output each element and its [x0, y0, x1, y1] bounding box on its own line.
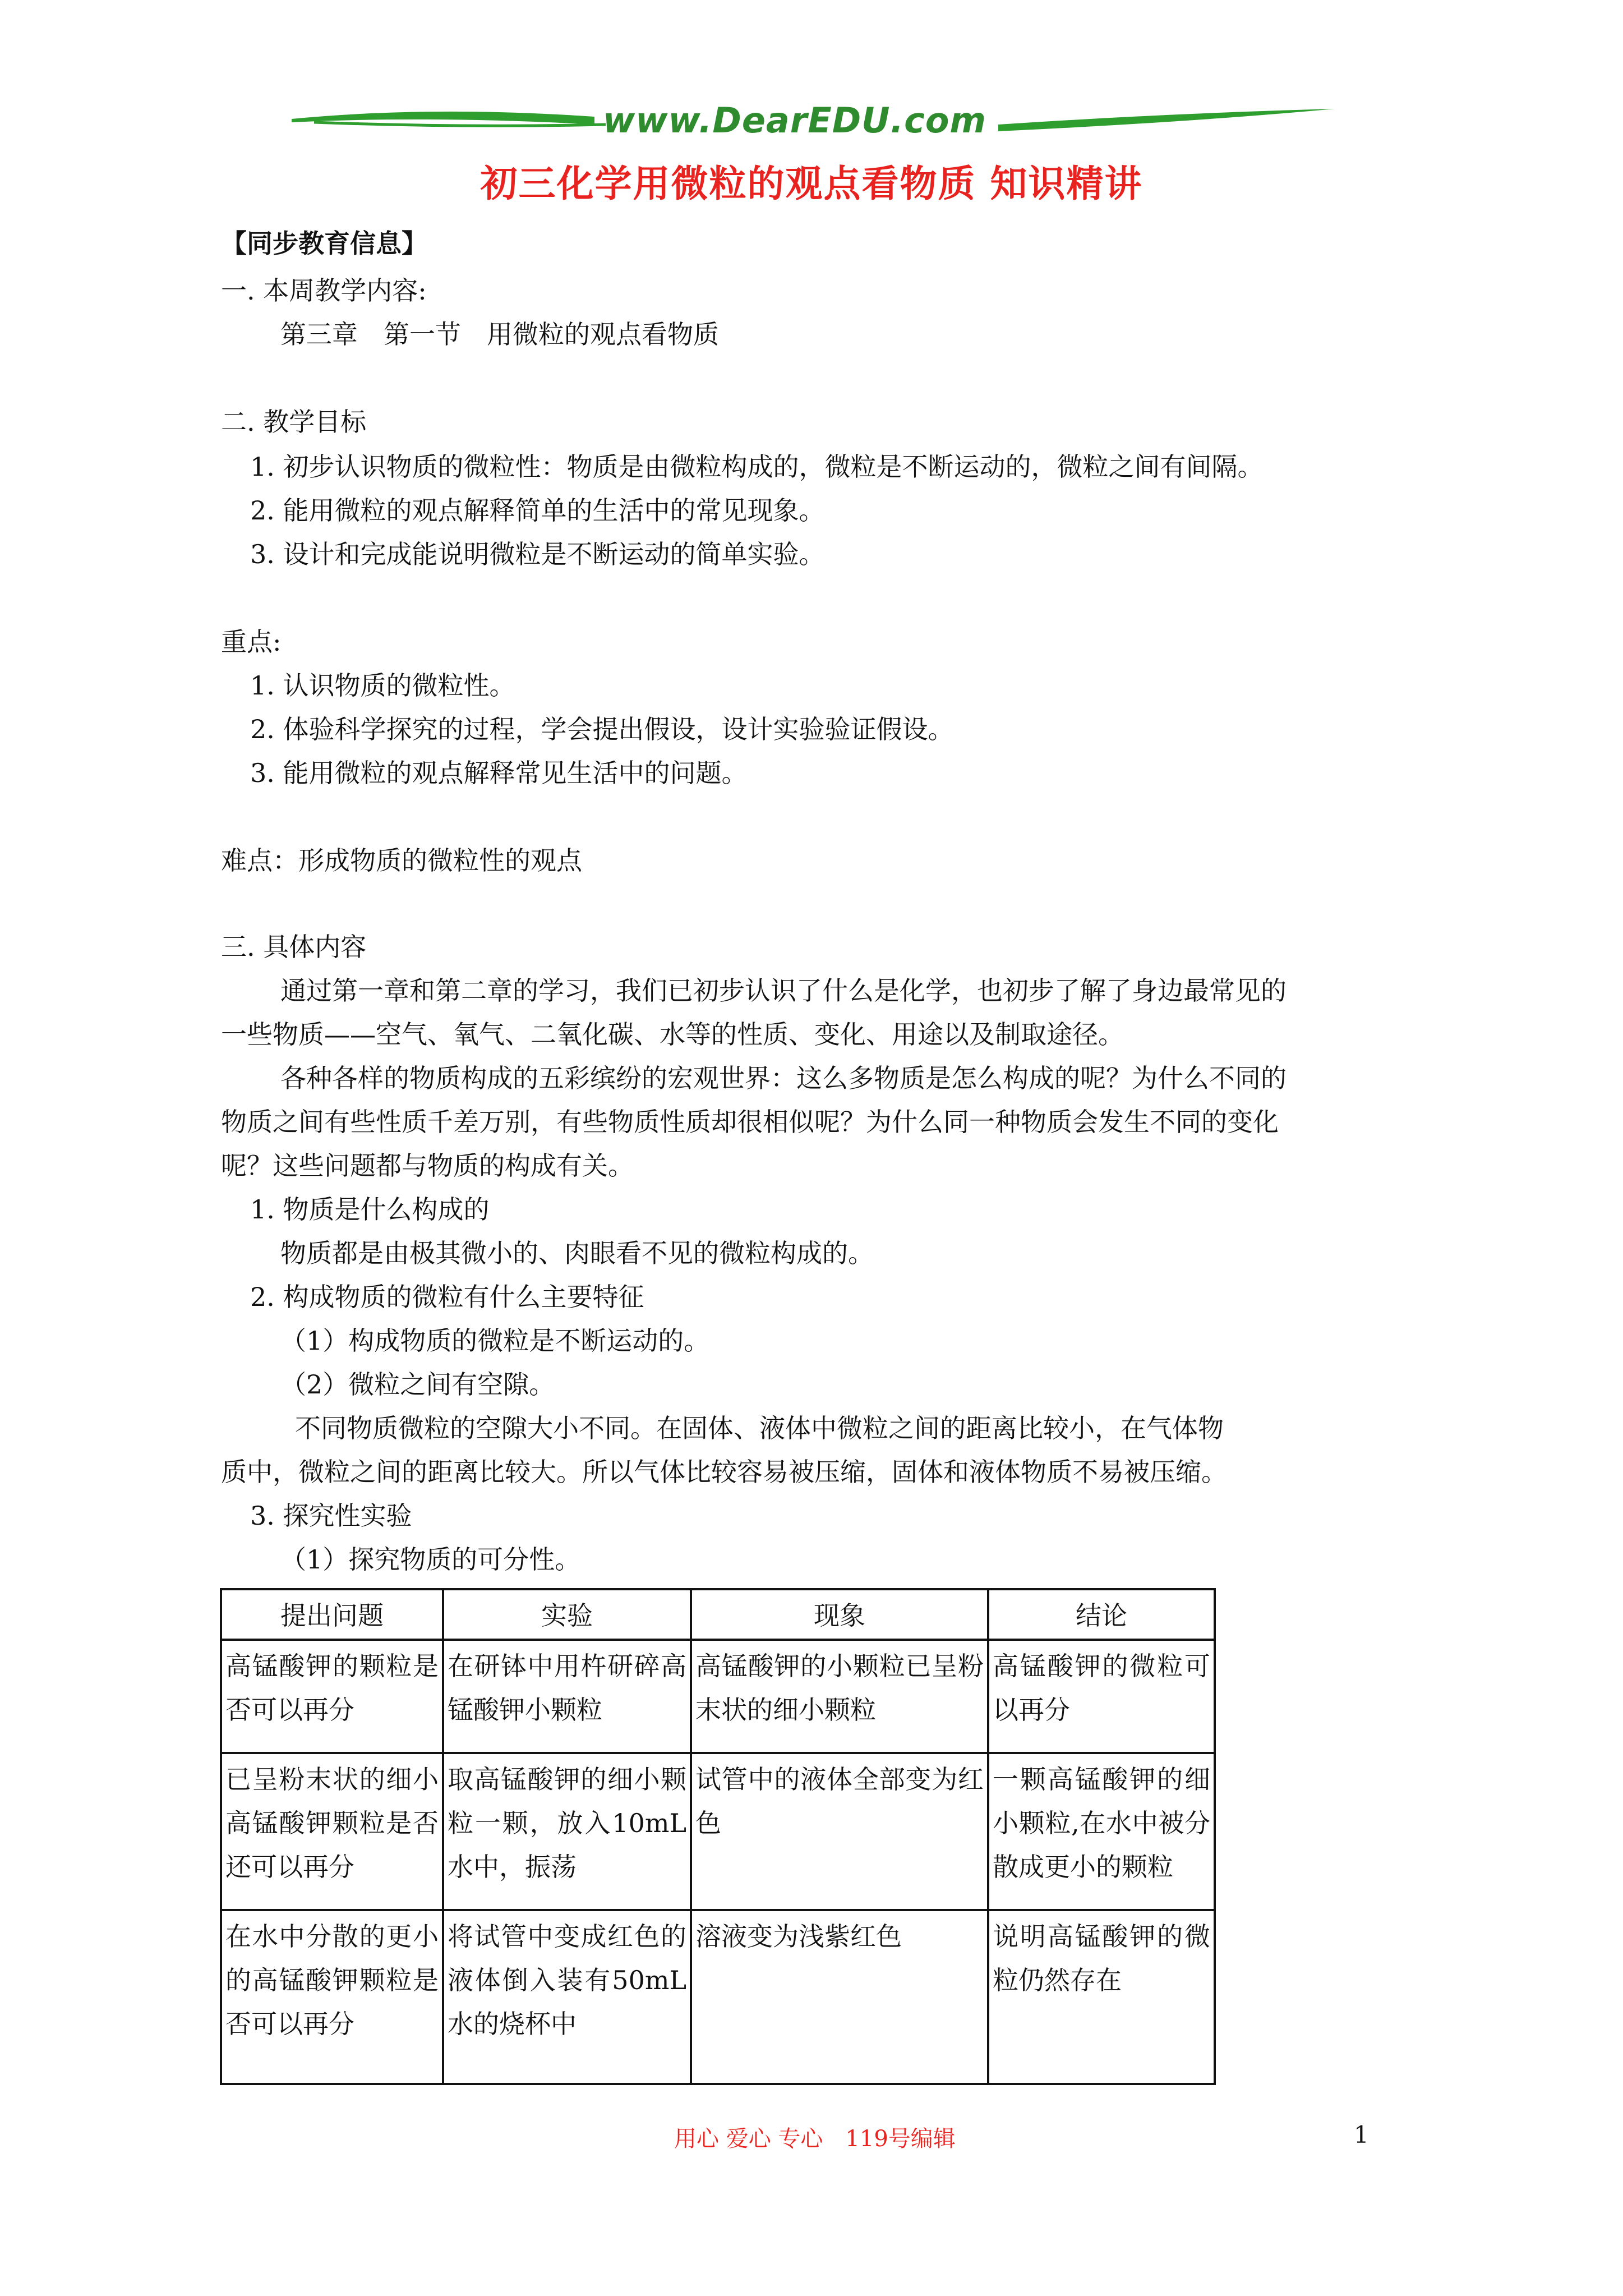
- table-row: [221, 1910, 1215, 2084]
- gap-text-line2: 质中，微粒之间的距离比较大。所以气体比较容易被压缩，固体和液体物质不易被压缩。: [221, 1457, 1227, 1487]
- feature-1: （1）构成物质的微粒是不断运动的。: [280, 1326, 710, 1356]
- s3-p1-line2: 一些物质——空气、氧气、二氧化碳、水等的性质、变化、用途以及制取途径。: [221, 1019, 1124, 1050]
- document-title: 初三化学用微粒的观点看物质 知识精讲: [480, 162, 1143, 205]
- table-cell: 高锰酸钾的小颗粒已呈粉末状的细小颗粒: [691, 1640, 988, 1753]
- s3-p1-line1: 通过第一章和第二章的学习，我们已初步认识了什么是化学，也初步了解了身边最常见的: [280, 976, 1287, 1006]
- table-header-cell: 提出问题: [221, 1589, 443, 1640]
- experiment-1-heading: （1）探究物质的可分性。: [280, 1544, 581, 1575]
- q1-answer: 物质都是由极其微小的、肉眼看不见的微粒构成的。: [280, 1238, 874, 1268]
- key-item-2: 2. 体验科学探究的过程，学会提出假设，设计实验验证假设。: [250, 714, 954, 744]
- table-cell: 高锰酸钾的微粒可以再分: [988, 1640, 1215, 1753]
- q3-heading: 3. 探究性实验: [250, 1501, 412, 1531]
- table-cell: 高锰酸钾的颗粒是否可以再分: [221, 1640, 443, 1753]
- feature-2: （2）微粒之间有空隙。: [280, 1369, 555, 1400]
- table-header-cell: 现象: [691, 1589, 988, 1640]
- table-header-cell: 结论: [988, 1589, 1215, 1640]
- table-cell: 一颗高锰酸钾的细小颗粒,在水中被分散成更小的颗粒: [988, 1753, 1215, 1910]
- table-row: [221, 1753, 1215, 1910]
- q1-heading: 1. 物质是什么构成的: [250, 1194, 490, 1225]
- s2-item-1: 1. 初步认识物质的微粒性：物质是由微粒构成的，微粒是不断运动的，微粒之间有间隔。: [250, 452, 1264, 482]
- s3-p2-line1: 各种各样的物质构成的五彩缤纷的宏观世界：这么多物质是怎么构成的呢？为什么不同的: [280, 1063, 1287, 1093]
- s2-item-2: 2. 能用微粒的观点解释简单的生活中的常见现象。: [250, 495, 825, 526]
- s3-heading: 三. 具体内容: [221, 932, 367, 962]
- table-cell: 已呈粉末状的细小高锰酸钾颗粒是否还可以再分: [221, 1753, 443, 1910]
- table-header-cell: 实验: [443, 1589, 691, 1640]
- footer-text: 用心 爱心 专心 119号编辑: [674, 2126, 956, 2152]
- s1-heading: 一. 本周教学内容:: [221, 275, 427, 306]
- table-cell: 将试管中变成红色的液体倒入装有50mL水的烧杯中: [443, 1910, 691, 2084]
- experiment-table: [220, 1588, 1216, 2085]
- page-number: 1: [1354, 2121, 1369, 2148]
- gap-text-line1: 不同物质微粒的空隙大小不同。在固体、液体中微粒之间的距离比较小，在气体物: [295, 1413, 1224, 1443]
- key-item-3: 3. 能用微粒的观点解释常见生活中的问题。: [250, 758, 748, 788]
- section-tag: 【同步教育信息】: [221, 228, 427, 259]
- difficulty-text: 难点：形成物质的微粒性的观点: [221, 845, 582, 876]
- table-header-row: [221, 1589, 1215, 1640]
- s3-p2-line2: 物质之间有些性质千差万别，有些物质性质却很相似呢？为什么同一种物质会发生不同的变化: [221, 1107, 1279, 1137]
- s3-p2-line3: 呢？这些问题都与物质的构成有关。: [221, 1151, 634, 1181]
- table-cell: 在研钵中用杵研碎高锰酸钾小颗粒: [443, 1640, 691, 1753]
- s2-heading: 二. 教学目标: [221, 407, 367, 437]
- s1-content: 第三章 第一节 用微粒的观点看物质: [280, 319, 719, 349]
- site-logo-text: www.DearEDU.com: [603, 100, 987, 141]
- table-row: [221, 1640, 1215, 1753]
- table-cell: 说明高锰酸钾的微粒仍然存在: [988, 1910, 1215, 2084]
- key-heading: 重点:: [221, 627, 282, 657]
- q2-heading: 2. 构成物质的微粒有什么主要特征: [250, 1282, 644, 1312]
- table-cell: 试管中的液体全部变为红色: [691, 1753, 988, 1910]
- table-cell: 溶液变为浅紫红色: [691, 1910, 988, 2084]
- table-cell: 在水中分散的更小的高锰酸钾颗粒是否可以再分: [221, 1910, 443, 2084]
- s2-item-3: 3. 设计和完成能说明微粒是不断运动的简单实验。: [250, 539, 825, 569]
- key-item-1: 1. 认识物质的微粒性。: [250, 670, 515, 701]
- table-cell: 取高锰酸钾的细小颗粒一颗，放入10mL水中，振荡: [443, 1753, 691, 1910]
